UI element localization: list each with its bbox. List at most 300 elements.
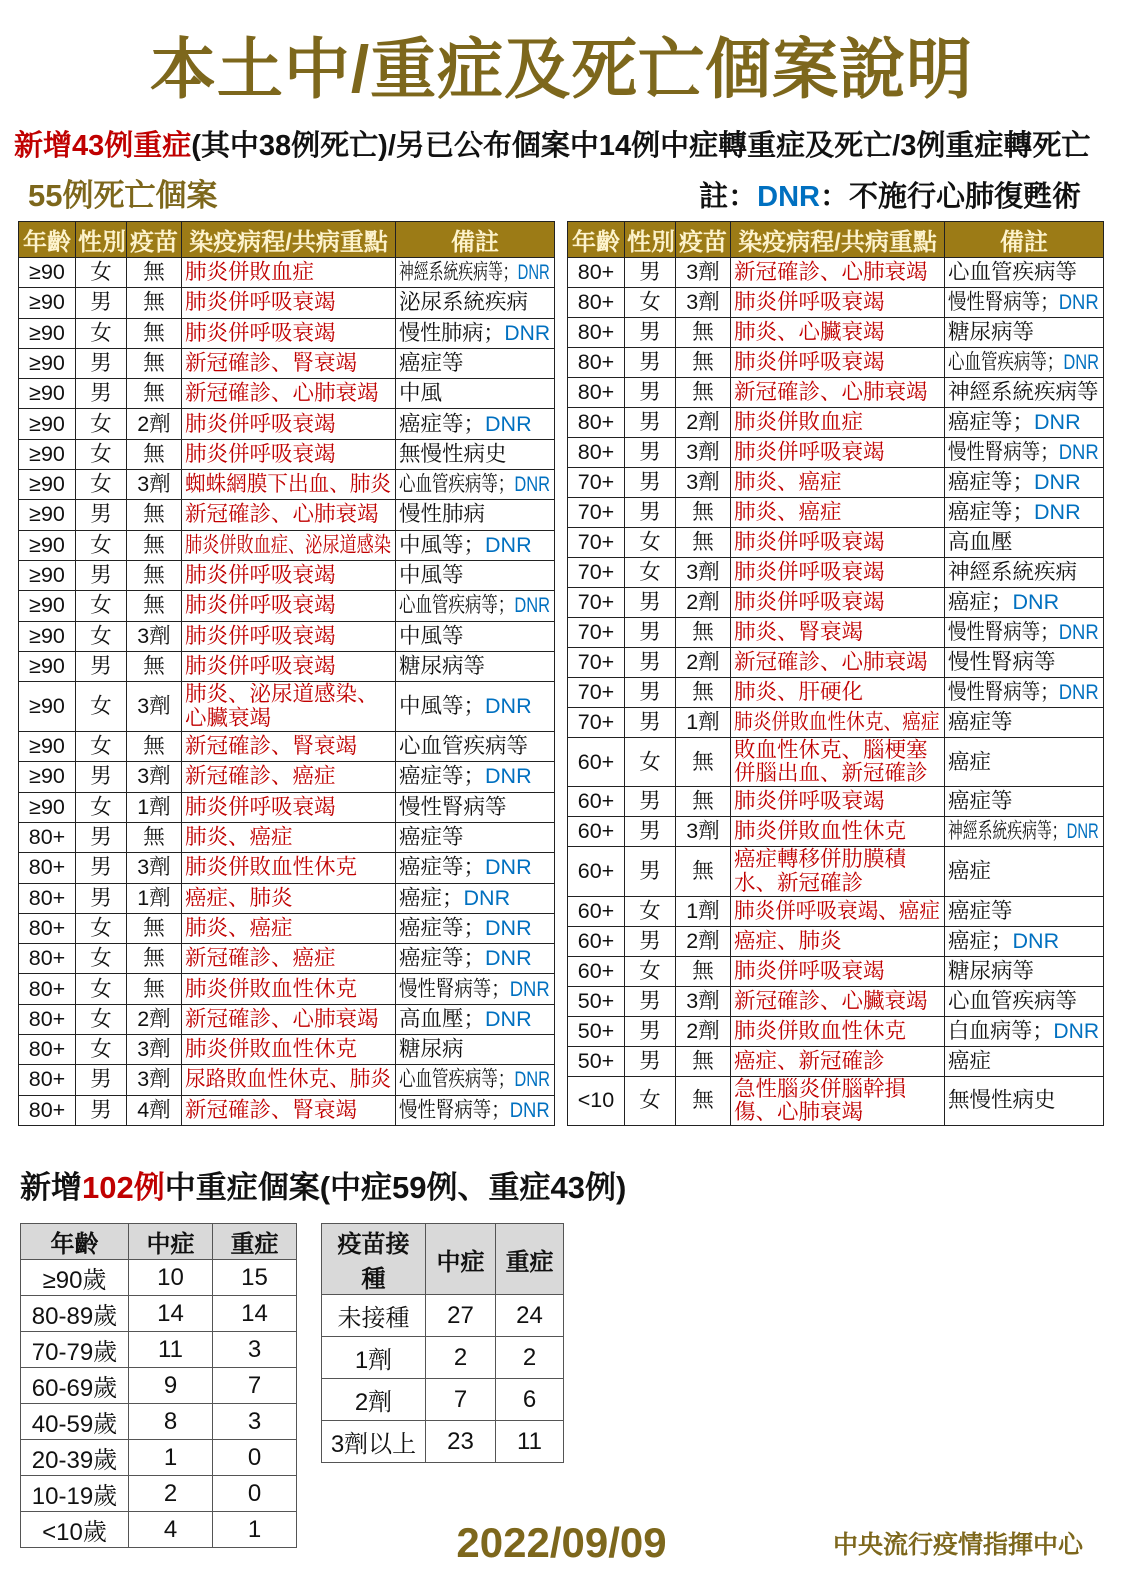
cell-disease: 癌症轉移併肋膜積水、新冠確診 — [731, 847, 945, 896]
cell-remark: 泌尿系統疾病 — [396, 288, 555, 318]
cell-disease: 新冠確診、心肺衰竭 — [731, 648, 945, 678]
vaccine-distribution-table — [321, 1223, 564, 1463]
cell-disease: 新冠確診、心肺衰竭 — [182, 379, 396, 409]
column-header: 備註 — [396, 222, 555, 258]
column-header: 性別 — [625, 222, 676, 258]
summary-row — [322, 1337, 564, 1379]
cell-vaccine: 無 — [676, 956, 731, 986]
subtitle — [14, 123, 1123, 164]
cell-remark: 慢性腎病等；DNR — [945, 288, 1104, 318]
cell-age: 70+ — [568, 708, 625, 738]
cell-vaccine: 無 — [127, 379, 182, 409]
cell-sex: 男 — [76, 651, 127, 681]
cell-count: 0 — [213, 1440, 297, 1476]
cell-sex: 男 — [625, 1046, 676, 1076]
death-case-row — [568, 348, 1104, 378]
cell-vaccine: 無 — [127, 348, 182, 378]
cell-vaccine: 2劑 — [676, 408, 731, 438]
cell-disease: 肺炎併敗血性休克 — [731, 817, 945, 847]
death-case-row — [19, 470, 555, 500]
cell-disease: 肺炎併敗血性休克、癌症 — [731, 708, 945, 738]
cell-disease: 新冠確診、癌症 — [182, 944, 396, 974]
cell-sex: 男 — [625, 258, 676, 288]
cell-age: 70+ — [568, 498, 625, 528]
death-case-row — [568, 528, 1104, 558]
death-case-row — [568, 787, 1104, 817]
cell-sex: 男 — [625, 498, 676, 528]
cell-vaccine: 無 — [127, 732, 182, 762]
cell-vaccine: 無 — [127, 944, 182, 974]
cell-disease: 癌症、肺炎 — [731, 926, 945, 956]
cell-vaccine: 3劑 — [676, 288, 731, 318]
cell-age: ≥90 — [19, 682, 76, 732]
death-case-row — [568, 588, 1104, 618]
cell-vaccine: 無 — [676, 318, 731, 348]
cell-age: ≥90 — [19, 318, 76, 348]
death-case-row — [568, 738, 1104, 787]
death-case-row — [568, 708, 1104, 738]
cell-remark: 癌症等；DNR — [945, 408, 1104, 438]
cell-vaccine: 4劑 — [127, 1095, 182, 1126]
cell-disease: 肺炎、癌症 — [182, 822, 396, 852]
cell-count: 14 — [213, 1296, 297, 1332]
cell-sex: 女 — [625, 528, 676, 558]
cell-vaccine: 無 — [127, 500, 182, 530]
cell-remark: 中風等 — [396, 560, 555, 590]
cell-age: 60+ — [568, 738, 625, 787]
cell-count: 10 — [129, 1260, 213, 1296]
column-header: 疫苗接種 — [322, 1224, 426, 1295]
cell-sex: 男 — [76, 560, 127, 590]
cell-sex: 男 — [625, 408, 676, 438]
page-title: 本土中/重症及死亡個案說明 — [149, 32, 974, 106]
cell-sex: 男 — [625, 588, 676, 618]
cell-disease: 新冠確診、腎衰竭 — [182, 348, 396, 378]
death-case-row — [568, 438, 1104, 468]
cell-vaccine: 無 — [676, 847, 731, 896]
cell-vaccine: 2劑 — [676, 588, 731, 618]
death-case-row — [568, 1076, 1104, 1125]
column-header: 年齡 — [21, 1224, 129, 1260]
death-case-row — [19, 1065, 555, 1095]
cell-disease: 敗血性休克、腦梗塞併腦出血、新冠確診 — [731, 738, 945, 787]
cell-remark: 癌症等 — [945, 787, 1104, 817]
cell-disease: 肺炎併呼吸衰竭 — [182, 621, 396, 651]
cell-remark: 中風等；DNR — [396, 530, 555, 560]
cell-disease: 肺炎併呼吸衰竭 — [731, 438, 945, 468]
death-case-row — [19, 1095, 555, 1126]
cell-vaccine: 3劑 — [127, 470, 182, 500]
cell-remark: 中風 — [396, 379, 555, 409]
cell-vaccine: 2劑 — [127, 409, 182, 439]
cell-sex: 女 — [76, 591, 127, 621]
cell-remark: 高血壓；DNR — [396, 1004, 555, 1034]
cell-remark: 慢性腎病等；DNR — [396, 1095, 555, 1126]
death-case-row — [19, 591, 555, 621]
cell-remark: 心血管疾病等；DNR — [396, 470, 555, 500]
cell-vaccine: 2劑 — [676, 648, 731, 678]
cell-sex: 女 — [76, 944, 127, 974]
death-case-row — [568, 258, 1104, 288]
death-case-row — [568, 1016, 1104, 1046]
dnr-flag: DNR — [485, 855, 532, 880]
cell-disease: 蜘蛛網膜下出血、肺炎 — [182, 470, 396, 500]
cell-age: 80+ — [19, 1035, 76, 1065]
cell-count: 6 — [496, 1379, 564, 1421]
cell-sex: 男 — [76, 822, 127, 852]
dnr-note-prefix: 註： — [699, 181, 758, 213]
column-header: 年齡 — [568, 222, 625, 258]
cell-age: ≥90 — [19, 348, 76, 378]
death-case-row — [568, 618, 1104, 648]
cell-remark: 癌症 — [945, 738, 1104, 787]
dnr-flag: DNR — [504, 320, 551, 345]
cell-age: ≥90 — [19, 288, 76, 318]
cell-age: ≥90 — [19, 409, 76, 439]
cell-disease: 肺炎、癌症 — [731, 468, 945, 498]
death-case-row — [19, 258, 555, 288]
cell-age: ≥90 — [19, 470, 76, 500]
cell-vaccine: 無 — [127, 258, 182, 288]
cell-age: 60+ — [568, 926, 625, 956]
column-header: 疫苗 — [676, 222, 731, 258]
death-case-row — [19, 409, 555, 439]
cell-disease: 肺炎併敗血性休克 — [182, 853, 396, 883]
cell-age: ≥90 — [19, 439, 76, 469]
cell-vaccine: 1劑 — [676, 708, 731, 738]
cell-remark: 糖尿病等 — [396, 651, 555, 681]
cell-sex: 男 — [625, 678, 676, 708]
cell-age: 60+ — [568, 847, 625, 896]
cell-remark: 慢性腎病等；DNR — [945, 678, 1104, 708]
cell-age: 70+ — [568, 588, 625, 618]
cell-sex: 男 — [76, 883, 127, 913]
cell-disease: 肺炎併呼吸衰竭、癌症 — [731, 896, 945, 926]
cell-age: 70+ — [568, 678, 625, 708]
cell-remark: 癌症 — [945, 847, 1104, 896]
death-case-row — [568, 558, 1104, 588]
cell-vaccine: 3劑 — [127, 853, 182, 883]
cell-disease: 肺炎、泌尿道感染、心臟衰竭 — [182, 682, 396, 732]
cell-sex: 男 — [625, 468, 676, 498]
cell-age: 80+ — [19, 913, 76, 943]
cell-sex: 女 — [76, 732, 127, 762]
cell-vaccine: 無 — [676, 618, 731, 648]
cell-disease: 肺炎併呼吸衰竭 — [182, 591, 396, 621]
cell-category: 1劑 — [322, 1337, 426, 1379]
death-case-row — [19, 560, 555, 590]
deaths-heading: 55例死亡個案 — [28, 178, 218, 213]
age-distribution-table — [20, 1223, 297, 1548]
cell-remark: 中風等；DNR — [396, 682, 555, 732]
cell-age: ≥90 — [19, 591, 76, 621]
cell-sex: 男 — [625, 1016, 676, 1046]
death-case-row — [19, 853, 555, 883]
cell-count: 2 — [496, 1337, 564, 1379]
cell-sex: 女 — [625, 896, 676, 926]
cell-age: 60+ — [568, 817, 625, 847]
cell-sex: 女 — [76, 318, 127, 348]
cell-category: 80-89歲 — [21, 1296, 129, 1332]
cell-sex: 男 — [625, 708, 676, 738]
cell-category: 未接種 — [322, 1295, 426, 1337]
dnr-flag: DNR — [485, 764, 532, 789]
cell-disease: 尿路敗血性休克、肺炎 — [182, 1065, 396, 1095]
cell-age: ≥90 — [19, 560, 76, 590]
summary-row — [21, 1332, 297, 1368]
moderate-heading-suffix: 中重症個案(中症59例、重症43例) — [164, 1170, 627, 1206]
cell-disease: 肺炎併敗血症、泌尿道感染 — [182, 530, 396, 560]
dnr-flag: DNR — [1034, 499, 1081, 524]
death-case-row — [19, 379, 555, 409]
column-header: 年齡 — [19, 222, 76, 258]
cell-remark: 糖尿病等 — [945, 318, 1104, 348]
cell-age: 80+ — [568, 438, 625, 468]
cell-disease: 肺炎併呼吸衰竭 — [731, 348, 945, 378]
cell-remark: 無慢性病史 — [396, 439, 555, 469]
cell-remark: 癌症等 — [396, 822, 555, 852]
death-case-row — [19, 883, 555, 913]
cell-remark: 癌症等 — [945, 896, 1104, 926]
cell-count: 7 — [213, 1368, 297, 1404]
cell-age: ≥90 — [19, 621, 76, 651]
cell-disease: 新冠確診、腎衰竭 — [182, 732, 396, 762]
cell-remark: 神經系統疾病等；DNR — [396, 258, 555, 288]
cell-vaccine: 2劑 — [676, 1016, 731, 1046]
cell-age: ≥90 — [19, 792, 76, 822]
death-table-left — [18, 221, 555, 1126]
cell-age: 80+ — [568, 408, 625, 438]
cell-age: 70+ — [568, 528, 625, 558]
cell-age: 80+ — [19, 883, 76, 913]
cell-vaccine: 無 — [127, 822, 182, 852]
cell-disease: 肺炎併敗血症 — [182, 258, 396, 288]
summary-row — [21, 1404, 297, 1440]
cell-vaccine: 無 — [676, 1076, 731, 1125]
cell-sex: 男 — [625, 787, 676, 817]
summary-row — [21, 1440, 297, 1476]
cell-vaccine: 3劑 — [676, 438, 731, 468]
death-case-row — [568, 648, 1104, 678]
cell-remark: 糖尿病等 — [945, 956, 1104, 986]
cell-remark: 糖尿病 — [396, 1035, 555, 1065]
cell-age: 80+ — [19, 1065, 76, 1095]
cell-vaccine: 無 — [127, 530, 182, 560]
cell-count: 2 — [426, 1337, 496, 1379]
cell-count: 23 — [426, 1421, 496, 1463]
cell-vaccine: 3劑 — [127, 762, 182, 792]
cell-vaccine: 無 — [127, 974, 182, 1004]
cell-age: 70+ — [568, 468, 625, 498]
cell-disease: 新冠確診、心臟衰竭 — [731, 986, 945, 1016]
cell-remark: 癌症等；DNR — [396, 762, 555, 792]
cell-remark: 癌症 — [945, 1046, 1104, 1076]
cell-vaccine: 1劑 — [127, 792, 182, 822]
cell-disease: 肺炎併敗血症 — [731, 408, 945, 438]
cell-age: ≥90 — [19, 732, 76, 762]
cell-sex: 女 — [76, 258, 127, 288]
cell-count: 3 — [213, 1332, 297, 1368]
cell-sex: 女 — [76, 409, 127, 439]
cell-category: 40-59歲 — [21, 1404, 129, 1440]
cell-disease: 新冠確診、腎衰竭 — [182, 1095, 396, 1126]
cell-sex: 男 — [76, 853, 127, 883]
cell-remark: 心血管疾病等 — [945, 258, 1104, 288]
death-tables — [18, 221, 1105, 1126]
cell-remark: 癌症等 — [945, 708, 1104, 738]
dnr-note-term: DNR — [757, 181, 820, 213]
cell-vaccine: 無 — [676, 1046, 731, 1076]
dnr-flag: DNR — [1012, 589, 1060, 614]
cell-vaccine: 3劑 — [127, 1065, 182, 1095]
death-case-row — [19, 288, 555, 318]
cell-count: 1 — [129, 1440, 213, 1476]
death-case-row — [568, 1046, 1104, 1076]
footer-agency: 中央流行疫情指揮中心 — [832, 1531, 1083, 1559]
cell-age: 50+ — [568, 1046, 625, 1076]
death-case-row — [568, 847, 1104, 896]
cell-vaccine: 無 — [127, 318, 182, 348]
cell-sex: 女 — [76, 1035, 127, 1065]
death-case-row — [19, 732, 555, 762]
cell-sex: 女 — [76, 530, 127, 560]
cell-disease: 肺炎併呼吸衰竭 — [731, 956, 945, 986]
dnr-flag: DNR — [485, 411, 532, 436]
dnr-flag: DNR — [1012, 928, 1060, 953]
cell-vaccine: 無 — [127, 591, 182, 621]
cell-vaccine: 無 — [676, 528, 731, 558]
death-case-row — [19, 974, 555, 1004]
cell-category: ≥90歲 — [21, 1260, 129, 1296]
dnr-flag: DNR — [514, 472, 551, 497]
cell-vaccine: 無 — [127, 288, 182, 318]
cell-disease: 肺炎併呼吸衰竭 — [731, 288, 945, 318]
dnr-flag: DNR — [485, 1006, 532, 1031]
death-case-row — [19, 1004, 555, 1034]
cell-count: 1 — [213, 1512, 297, 1548]
summary-row — [21, 1512, 297, 1548]
cell-age: ≥90 — [19, 500, 76, 530]
cell-vaccine: 1劑 — [676, 896, 731, 926]
cell-age: ≥90 — [19, 762, 76, 792]
death-case-row — [19, 621, 555, 651]
cell-disease: 肺炎併呼吸衰竭 — [182, 792, 396, 822]
cell-sex: 男 — [625, 318, 676, 348]
cell-vaccine: 1劑 — [127, 883, 182, 913]
cell-remark: 慢性腎病等；DNR — [396, 974, 555, 1004]
cell-disease: 肺炎併呼吸衰竭 — [182, 560, 396, 590]
cell-vaccine: 3劑 — [676, 817, 731, 847]
dnr-flag: DNR — [485, 946, 532, 971]
cell-count: 15 — [213, 1260, 297, 1296]
cell-remark: 慢性肺病；DNR — [396, 318, 555, 348]
cell-disease: 肺炎、心臟衰竭 — [731, 318, 945, 348]
footer-date: 2022/09/09 — [456, 1519, 667, 1566]
cell-count: 27 — [426, 1295, 496, 1337]
cell-remark: 癌症等；DNR — [396, 853, 555, 883]
cell-sex: 女 — [76, 792, 127, 822]
dnr-flag: DNR — [1058, 439, 1099, 464]
cell-remark: 慢性腎病等；DNR — [945, 438, 1104, 468]
dnr-flag: DNR — [1058, 619, 1099, 644]
cell-sex: 女 — [76, 682, 127, 732]
cell-disease: 急性腦炎併腦幹損傷、心肺衰竭 — [731, 1076, 945, 1125]
cell-disease: 癌症、新冠確診 — [731, 1046, 945, 1076]
cell-vaccine: 無 — [676, 787, 731, 817]
cell-disease: 肺炎併呼吸衰竭 — [731, 528, 945, 558]
cell-remark: 癌症等；DNR — [396, 944, 555, 974]
cell-sex: 男 — [76, 500, 127, 530]
death-table-right — [567, 221, 1104, 1126]
dnr-flag: DNR — [1053, 1018, 1100, 1043]
cell-remark: 心血管疾病等；DNR — [396, 591, 555, 621]
cell-vaccine: 3劑 — [676, 558, 731, 588]
cell-age: 80+ — [568, 258, 625, 288]
cell-sex: 女 — [625, 738, 676, 787]
cell-category: 2劑 — [322, 1379, 426, 1421]
column-header: 重症 — [213, 1224, 297, 1260]
cell-count: 3 — [213, 1404, 297, 1440]
dnr-flag: DNR — [509, 976, 550, 1001]
cell-count: 4 — [129, 1512, 213, 1548]
cell-count: 9 — [129, 1368, 213, 1404]
cell-vaccine: 無 — [676, 738, 731, 787]
cell-count: 0 — [213, 1476, 297, 1512]
cell-age: 80+ — [19, 853, 76, 883]
moderate-heading-prefix: 新增 — [20, 1170, 82, 1206]
cell-remark: 心血管疾病等 — [396, 732, 555, 762]
death-case-row — [568, 288, 1104, 318]
cell-age: 80+ — [19, 974, 76, 1004]
cell-count: 24 — [496, 1295, 564, 1337]
cell-remark: 癌症等；DNR — [945, 468, 1104, 498]
cell-disease: 肺炎併呼吸衰竭 — [182, 288, 396, 318]
cell-vaccine: 3劑 — [127, 682, 182, 732]
death-case-row — [568, 926, 1104, 956]
column-header: 中症 — [129, 1224, 213, 1260]
summary-row — [322, 1379, 564, 1421]
cell-age: ≥90 — [19, 258, 76, 288]
cell-sex: 女 — [76, 439, 127, 469]
cell-count: 7 — [426, 1379, 496, 1421]
dnr-flag: DNR — [1063, 349, 1100, 374]
cell-disease: 新冠確診、癌症 — [182, 762, 396, 792]
death-case-row — [19, 913, 555, 943]
dnr-flag: DNR — [1058, 679, 1099, 704]
death-case-row — [19, 439, 555, 469]
cell-remark: 中風等 — [396, 621, 555, 651]
cell-category: <10歲 — [21, 1512, 129, 1548]
column-header: 備註 — [945, 222, 1104, 258]
cell-age: 70+ — [568, 648, 625, 678]
cell-disease: 新冠確診、心肺衰竭 — [182, 500, 396, 530]
death-case-row — [19, 1035, 555, 1065]
cell-vaccine: 無 — [676, 678, 731, 708]
cell-age: 80+ — [19, 1004, 76, 1034]
cell-disease: 肺炎併敗血性休克 — [182, 974, 396, 1004]
cell-remark: 神經系統疾病 — [945, 558, 1104, 588]
cell-vaccine: 無 — [127, 560, 182, 590]
cell-sex: 女 — [76, 470, 127, 500]
cell-remark: 癌症；DNR — [945, 926, 1104, 956]
cell-disease: 肺炎併呼吸衰竭 — [182, 409, 396, 439]
death-case-row — [19, 500, 555, 530]
dnr-flag: DNR — [514, 1067, 551, 1092]
cell-disease: 肺炎併敗血性休克 — [182, 1035, 396, 1065]
cell-remark: 心血管疾病等 — [945, 986, 1104, 1016]
cell-disease: 肺炎、腎衰竭 — [731, 618, 945, 648]
cell-category: 60-69歲 — [21, 1368, 129, 1404]
